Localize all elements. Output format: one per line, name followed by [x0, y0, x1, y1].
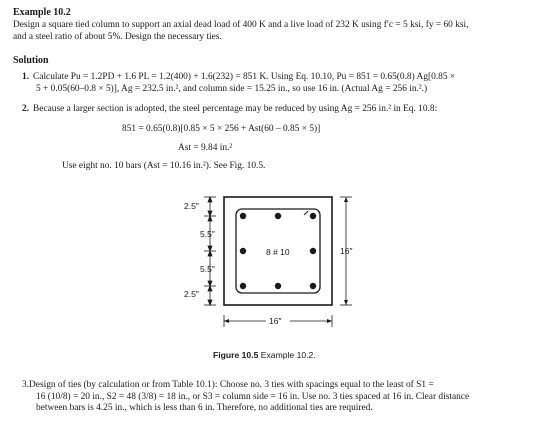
side-dimension-label: 16″ [340, 246, 353, 256]
rebar [275, 213, 281, 219]
dim-top-label: 2.5″ [184, 201, 199, 211]
equation-1: 851 = 0.65(0.8)[0.85 × 5 × 256 + Ast(60 – 0.85 × 5)] [122, 124, 321, 134]
figure-caption-number: Figure 10.5 [213, 350, 259, 360]
step-2-number: 2. [22, 104, 30, 114]
rebar [240, 248, 246, 254]
rebar [310, 248, 316, 254]
dim-bot-label: 2.5″ [184, 289, 199, 299]
column-section-figure [180, 187, 380, 347]
equation-2: Ast = 9.84 in.² [178, 143, 233, 153]
step-3-number: 3. [22, 380, 30, 390]
step-3-line-1 [22, 380, 537, 392]
dim-mid1-label: 5.5″ [200, 229, 215, 239]
bars-label: 8 # 10 [266, 247, 290, 257]
step-3-line-3: between bars is 4.25 in., which is less than 6 in. Therefore, no additional ties are required. [36, 403, 373, 414]
left-dimension-ticks [204, 197, 216, 305]
step-3 [22, 380, 537, 415]
rebar [310, 213, 316, 219]
problem-line-2: and a steel ratio of about 5%. Design the necessary ties. [13, 31, 222, 42]
figure-caption-text: Example 10.2. [260, 350, 316, 360]
step-2-line-1 [22, 104, 537, 116]
step-1-line-1 [22, 72, 537, 84]
solution-heading: Solution [13, 55, 49, 66]
step-2-conclusion: Use eight no. 10 bars (Ast = 10.16 in.²). See Fig. 10.5. [62, 161, 266, 171]
rebar [275, 283, 281, 289]
step-1-line-2: 5 + 0.05(60–0.8 × 5)], Ag = 232.5 in.², and column side = 15.25 in., so use 16 in. (Actual Ag = 256 in.².) [36, 83, 428, 94]
step-2 [22, 104, 537, 116]
step-1 [22, 72, 537, 95]
bottom-dimension-label: 16″ [269, 316, 282, 326]
problem-line-1: Design a square tied column to support an axial dead load of 400 K and a live load of 232 K using f′c = 5 ksi, fy = 60 ksi, [13, 20, 469, 30]
step-3-text: Design of ties (by calculation or from Table 10.1): Choose no. 3 ties with spacings equal to the least of S1 = [29, 380, 434, 390]
dim-mid2-label: 5.5″ [200, 264, 215, 274]
problem-statement [13, 20, 535, 43]
example-title: Example 10.2 [13, 7, 71, 18]
rebar [240, 283, 246, 289]
step-1-number: 1. [22, 72, 30, 82]
step-3-line-2: 16 (10/8) = 20 in., S2 = 48 (3/8) = 18 in., or S3 = column side = 16 in. Use no. 3 ties spaced at 16 in. Clear distance [36, 391, 470, 402]
rebar [310, 283, 316, 289]
step-2-text: Because a larger section is adopted, the steel percentage may be reduced by using Ag = 256 in.² in Eq. 10.8: [33, 104, 438, 114]
rebar [240, 213, 246, 219]
figure-caption [213, 350, 316, 362]
step-1-text: Calculate Pu = 1.2PD + 1.6 PL = 1.2(400) + 1.6(232) = 851 K. Using Eq. 10.10, Pu = 851 = 0.65(0.8) Ag[0.85 × [33, 72, 456, 82]
